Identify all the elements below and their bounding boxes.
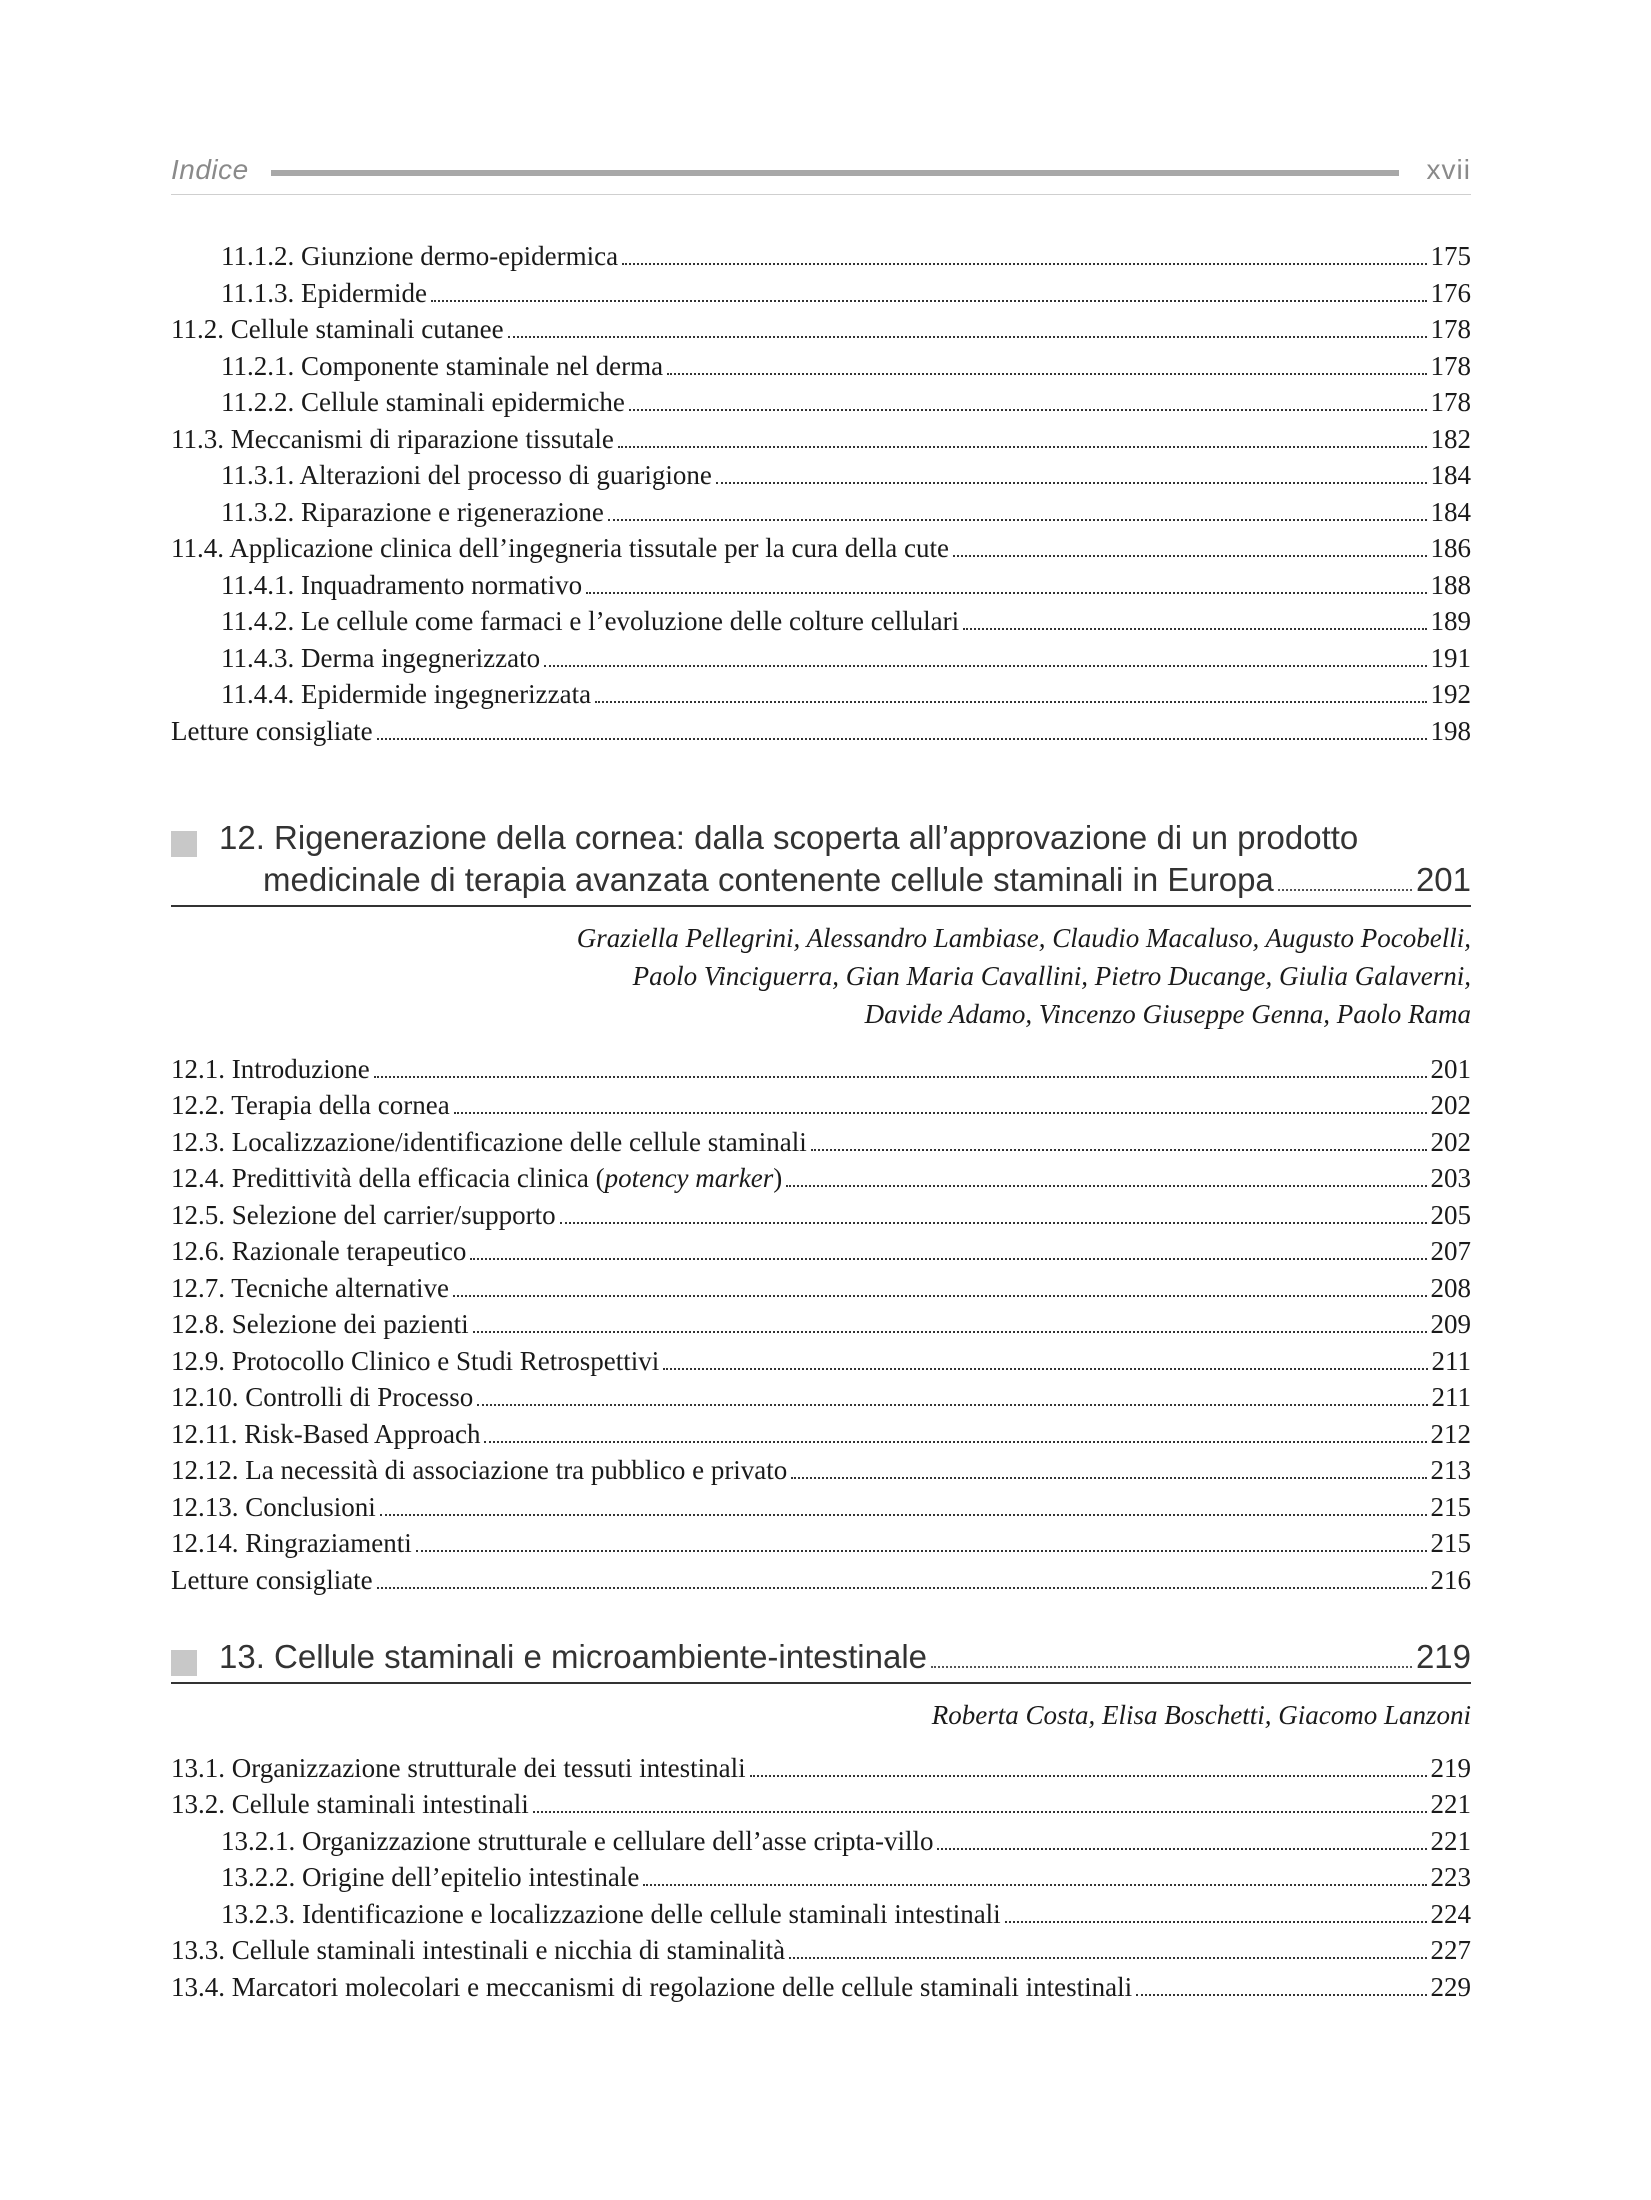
- leader-dots: [622, 263, 1426, 265]
- toc-entry-page: 216: [1430, 1564, 1471, 1595]
- leader-dots: [453, 1295, 1427, 1297]
- toc-entry-title: [171, 1087, 450, 1124]
- toc-entry-title: [171, 1969, 1132, 2006]
- toc-entry[interactable]: [171, 530, 1471, 567]
- toc-section-chapter-13: [171, 1750, 1471, 2006]
- toc-entry[interactable]: [171, 1969, 1471, 2006]
- running-head-title: Indice: [171, 154, 249, 185]
- toc-entry-title: [221, 567, 582, 604]
- toc-entry-page: 221: [1430, 1825, 1471, 1856]
- toc-entry-page: 178: [1430, 350, 1471, 381]
- leader-dots: [470, 1258, 1426, 1260]
- running-head-page-number: xvii: [1426, 154, 1471, 185]
- toc-entry[interactable]: [171, 1562, 1471, 1599]
- leader-dots: [1278, 889, 1412, 891]
- chapter-marker-icon: [171, 1650, 197, 1676]
- leader-dots: [374, 1076, 1427, 1078]
- toc-entry[interactable]: [171, 1160, 1471, 1197]
- toc-entry-title: [221, 494, 604, 531]
- chapter-13-title: 13. Cellule staminali e microambiente-intestinale: [219, 1638, 928, 1675]
- chapter-13-page: 219: [1415, 1638, 1471, 1675]
- toc-entry-title-text: 11.2.2. Cellule staminali epidermiche: [221, 387, 625, 417]
- toc-entry-page: 227: [1430, 1935, 1471, 1965]
- toc-entry[interactable]: [171, 676, 1471, 713]
- toc-entry-page: 212: [1430, 1418, 1471, 1449]
- chapter-12-title-line-1: 12. Rigenerazione della cornea: dalla scoperta all’approvazione di un prodotto: [219, 819, 1359, 856]
- toc-entry-title-text: 12.4. Predittività della efficacia clinica (: [171, 1163, 605, 1193]
- toc-entry-page: 201: [1430, 1053, 1471, 1084]
- leader-dots: [377, 738, 1427, 740]
- toc-entry-title: [221, 238, 618, 275]
- leader-dots: [560, 1222, 1427, 1224]
- author-line: Paolo Vinciguerra, Gian Maria Cavallini, Pietro Ducange, Giulia Galaverni,: [632, 960, 1471, 991]
- toc-entry-title-text: 12.10. Controlli di Processo: [171, 1382, 474, 1412]
- toc-entry-title-text: 13.1. Organizzazione strutturale dei tessuti intestinali: [171, 1752, 746, 1783]
- toc-entry[interactable]: [171, 275, 1471, 312]
- toc-entry-title-text: 13.2. Cellule staminali intestinali: [171, 1789, 529, 1819]
- toc-entry[interactable]: [171, 1233, 1471, 1270]
- chapter-12-title-line-2: medicinale di terapia avanzata contenente cellule staminali in Europa: [263, 861, 1274, 898]
- author-line: Roberta Costa, Elisa Boschetti, Giacomo Lanzoni: [931, 1699, 1471, 1730]
- toc-entry-page: 192: [1430, 679, 1471, 709]
- toc-entry-title: [171, 1379, 473, 1416]
- leader-dots: [431, 300, 1427, 302]
- toc-entry-title: [171, 1233, 466, 1270]
- toc-entry-page: 208: [1430, 1272, 1471, 1303]
- toc-entry[interactable]: [171, 567, 1471, 604]
- leader-dots: [750, 1775, 1427, 1777]
- chapter-13-rule: [171, 1682, 1471, 1684]
- toc-entry-title: [171, 311, 504, 348]
- author-line: Graziella Pellegrini, Alessandro Lambiase, Claudio Macaluso, Augusto Pocobelli,: [576, 922, 1471, 953]
- toc-entry-page: 209: [1430, 1309, 1471, 1339]
- leader-dots: [533, 1811, 1427, 1813]
- toc-entry-title-text: 12.11. Risk-Based Approach: [171, 1418, 481, 1449]
- toc-entry-title: [171, 1270, 449, 1307]
- toc-entry-title-text: 11.4.2. Le cellule come farmaci e l’evoluzione delle colture cellulari: [221, 606, 960, 636]
- chapter-13-heading[interactable]: [171, 1636, 1471, 1684]
- toc-entry[interactable]: [171, 311, 1471, 348]
- toc-entry-title-text: 11.4.1. Inquadramento normativo: [221, 569, 583, 600]
- toc-entry-title: [171, 1306, 469, 1343]
- toc-entry-page: 188: [1430, 569, 1471, 600]
- leader-dots: [454, 1112, 1427, 1114]
- leader-dots: [473, 1331, 1427, 1333]
- chapter-13-block: [171, 1636, 1471, 2005]
- toc-entry-title: [221, 348, 663, 385]
- toc-entry[interactable]: [171, 421, 1471, 458]
- toc-entry-title: [221, 1896, 1001, 1933]
- toc-entry-title-text: 13.2.2. Origine dell’epitelio intestinale: [221, 1862, 640, 1892]
- toc-entry-title: [171, 1051, 370, 1088]
- toc-entry[interactable]: [171, 1859, 1471, 1896]
- toc-entry-title: [221, 676, 591, 713]
- toc-entry-page: 186: [1430, 533, 1471, 563]
- chapter-12-rule: [171, 905, 1471, 907]
- toc-entry[interactable]: [171, 1416, 1471, 1453]
- leader-dots: [618, 446, 1427, 448]
- toc-entry-title: [171, 1416, 480, 1453]
- leader-dots: [663, 1368, 1427, 1370]
- toc-entry[interactable]: [171, 1896, 1471, 1933]
- toc-entry-title: [171, 713, 373, 750]
- toc-entry-title-text: 11.2. Cellule staminali cutanee: [171, 314, 504, 344]
- toc-entry-title-text: 11.1.3. Epidermide: [221, 277, 427, 308]
- toc-entry-title-text: 12.12. La necessità di associazione tra pubblico e privato: [171, 1455, 788, 1485]
- leader-dots: [484, 1441, 1426, 1443]
- toc-entry-page: 229: [1430, 1971, 1471, 2002]
- leader-dots: [931, 1666, 1412, 1668]
- toc-entry-title-text: 13.3. Cellule staminali intestinali e nicchia di staminalità: [171, 1935, 786, 1965]
- toc-entry[interactable]: [171, 1306, 1471, 1343]
- toc-entry-title-text: 12.9. Protocollo Clinico e Studi Retrospettivi: [171, 1345, 660, 1376]
- toc-section-chapter-12: [171, 1051, 1471, 1599]
- toc-entry[interactable]: [171, 1932, 1471, 1969]
- toc-entry-title-text: 12.6. Razionale terapeutico: [171, 1236, 467, 1266]
- leader-dots: [937, 1848, 1426, 1850]
- toc-entry-title-text: 11.4.3. Derma ingegnerizzato: [221, 642, 541, 673]
- toc-entry-page: 182: [1430, 423, 1471, 454]
- toc-entry-title-text: 11.4.4. Epidermide ingegnerizzata: [221, 679, 592, 709]
- toc-entry[interactable]: [171, 457, 1471, 494]
- toc-entry-title: [171, 1124, 807, 1161]
- toc-entry-page: 211: [1431, 1382, 1471, 1412]
- running-head-underline: [171, 194, 1471, 195]
- toc-entry-title: [221, 275, 427, 312]
- toc-entry-title-text: 12.13. Conclusioni: [171, 1491, 376, 1522]
- toc-entry-page: 203: [1430, 1163, 1471, 1193]
- toc-entry-title-text: 13.2.1. Organizzazione strutturale e cellulare dell’asse cripta-villo: [221, 1825, 934, 1856]
- toc-entry-page: 215: [1430, 1528, 1471, 1558]
- toc-entry-page: 207: [1430, 1236, 1471, 1266]
- toc-entry-title-text: 12.3. Localizzazione/identificazione delle cellule staminali: [171, 1126, 807, 1157]
- toc-entry[interactable]: [171, 603, 1471, 640]
- toc-entry[interactable]: [171, 1525, 1471, 1562]
- toc-entry-title: [171, 1932, 785, 1969]
- chapter-marker-icon: [171, 831, 197, 857]
- toc-entry-title: [171, 421, 614, 458]
- toc-entry-title: [221, 457, 712, 494]
- toc-entry[interactable]: [171, 1786, 1471, 1823]
- toc-entry-title: [221, 1823, 933, 1860]
- toc-entry[interactable]: [171, 1750, 1471, 1787]
- leader-dots: [963, 628, 1426, 630]
- leader-dots: [643, 1884, 1426, 1886]
- toc-entry-title: [221, 640, 540, 677]
- toc-entry-page: 219: [1430, 1752, 1471, 1783]
- toc-entry[interactable]: [171, 384, 1471, 421]
- toc-entry-title-text: 11.3.1. Alterazioni del processo di guarigione: [221, 460, 712, 490]
- toc-entry[interactable]: [171, 1051, 1471, 1088]
- toc-entry-title: [171, 1489, 376, 1526]
- leader-dots: [586, 592, 1426, 594]
- toc-entry[interactable]: [171, 1124, 1471, 1161]
- leader-dots: [811, 1149, 1427, 1151]
- toc-entry[interactable]: [171, 1489, 1471, 1526]
- toc-entry-page: 211: [1431, 1345, 1471, 1376]
- running-head-rule: [271, 170, 1399, 176]
- toc-entry-title-text: 12.5. Selezione del carrier/supporto: [171, 1199, 556, 1230]
- leader-dots: [953, 555, 1427, 557]
- toc-entry-page: 215: [1430, 1491, 1471, 1522]
- toc-entry[interactable]: [171, 640, 1471, 677]
- toc-entry-page: 205: [1430, 1199, 1471, 1230]
- toc-entry-page: 224: [1430, 1898, 1471, 1929]
- toc-entry-page: 178: [1430, 387, 1471, 417]
- toc-entry-title: [171, 1750, 746, 1787]
- toc-entry-page: 178: [1430, 314, 1471, 344]
- toc-entry[interactable]: [171, 348, 1471, 385]
- toc-entry[interactable]: [171, 713, 1471, 750]
- chapter-12-page: 201: [1415, 861, 1471, 898]
- toc-entry-title: [221, 1859, 639, 1896]
- toc-entry-page: 213: [1430, 1455, 1471, 1485]
- leader-dots: [667, 373, 1426, 375]
- toc-entry-page: 184: [1430, 460, 1471, 490]
- toc-entry-page: 221: [1430, 1789, 1471, 1819]
- toc-entry[interactable]: [171, 494, 1471, 531]
- toc-entry-title-italic: potency marker: [604, 1163, 774, 1193]
- toc-entry-title: [171, 1452, 787, 1489]
- leader-dots: [595, 701, 1426, 703]
- toc-entry-title-text: 11.1.2. Giunzione dermo-epidermica: [221, 241, 619, 271]
- leader-dots: [416, 1550, 1427, 1552]
- toc-entry-title-text: 11.3. Meccanismi di riparazione tissutale: [171, 423, 614, 454]
- leader-dots: [1136, 1994, 1426, 1996]
- toc-entry-title-text: Letture consigliate: [171, 1564, 373, 1595]
- chapter-12-heading[interactable]: [171, 817, 1471, 907]
- toc-entry-title: [221, 384, 625, 421]
- toc-entry-page: 175: [1430, 241, 1471, 271]
- toc-entry-title-text: 12.2. Terapia della cornea: [171, 1090, 450, 1120]
- leader-dots: [786, 1185, 1426, 1187]
- toc-entry-title-text: 12.8. Selezione dei pazienti: [171, 1309, 469, 1339]
- toc-entry-page: 202: [1430, 1126, 1471, 1157]
- chapter-12-block: [171, 817, 1471, 1598]
- leader-dots: [629, 409, 1427, 411]
- leader-dots: [789, 1957, 1426, 1959]
- toc-entry-title-text: 12.14. Ringraziamenti: [171, 1528, 412, 1558]
- toc-entry-title-text: 11.2.1. Componente staminale nel derma: [221, 350, 664, 381]
- toc-entry-page: 191: [1430, 642, 1471, 673]
- toc-entry-title: [171, 1562, 373, 1599]
- leader-dots: [608, 519, 1427, 521]
- leader-dots: [380, 1514, 1427, 1516]
- toc-section-chapter-11: [171, 238, 1471, 749]
- running-head: [171, 154, 1471, 194]
- leader-dots: [1005, 1921, 1427, 1923]
- toc-entry-page: 202: [1430, 1090, 1471, 1120]
- leader-dots: [791, 1477, 1426, 1479]
- toc-entry[interactable]: [171, 1379, 1471, 1416]
- toc-entry[interactable]: [171, 1197, 1471, 1234]
- toc-entry-title-text: 13.2.3. Identificazione e localizzazione delle cellule staminali intestinali: [221, 1898, 1001, 1929]
- toc-entry-page: 198: [1430, 715, 1471, 746]
- toc-entry[interactable]: [171, 1823, 1471, 1860]
- toc-entry[interactable]: [171, 1343, 1471, 1380]
- toc-entry-page: 223: [1430, 1862, 1471, 1892]
- toc-entry-title-text: 12.7. Tecniche alternative: [171, 1272, 449, 1303]
- toc-entry-title-suffix: ): [773, 1163, 783, 1193]
- toc-entry-title: [171, 1160, 782, 1197]
- toc-entry[interactable]: [171, 238, 1471, 275]
- toc-entry-title-text: 12.1. Introduzione: [171, 1053, 370, 1084]
- leader-dots: [377, 1587, 1427, 1589]
- toc-entry-title-text: 13.4. Marcatori molecolari e meccanismi di regolazione delle cellule staminali intestinali: [171, 1971, 1133, 2002]
- author-line: Davide Adamo, Vincenzo Giuseppe Genna, Paolo Rama: [864, 998, 1471, 1029]
- toc-entry-title: [221, 603, 959, 640]
- toc-entry-title: [171, 530, 949, 567]
- toc-entry-page: 189: [1430, 606, 1471, 636]
- toc-entry-title-text: 11.4. Applicazione clinica dell’ingegneria tissutale per la cura della cute: [171, 533, 949, 563]
- toc-entry[interactable]: [171, 1087, 1471, 1124]
- chapter-12-authors: [171, 919, 1471, 1033]
- toc-entry-title: [171, 1197, 556, 1234]
- chapter-13-authors: [171, 1696, 1471, 1734]
- toc-entry-title-text: Letture consigliate: [171, 715, 373, 746]
- toc-entry-page: 176: [1430, 277, 1471, 308]
- toc-entry-page: 184: [1430, 496, 1471, 527]
- toc-entry[interactable]: [171, 1270, 1471, 1307]
- toc-entry-title: [171, 1525, 412, 1562]
- leader-dots: [544, 665, 1426, 667]
- toc-entry-title: [171, 1343, 659, 1380]
- toc-entry-title: [171, 1786, 529, 1823]
- leader-dots: [716, 482, 1427, 484]
- leader-dots: [477, 1404, 1427, 1406]
- toc-entry-title-text: 11.3.2. Riparazione e rigenerazione: [221, 496, 604, 527]
- toc-entry[interactable]: [171, 1452, 1471, 1489]
- leader-dots: [508, 336, 1427, 338]
